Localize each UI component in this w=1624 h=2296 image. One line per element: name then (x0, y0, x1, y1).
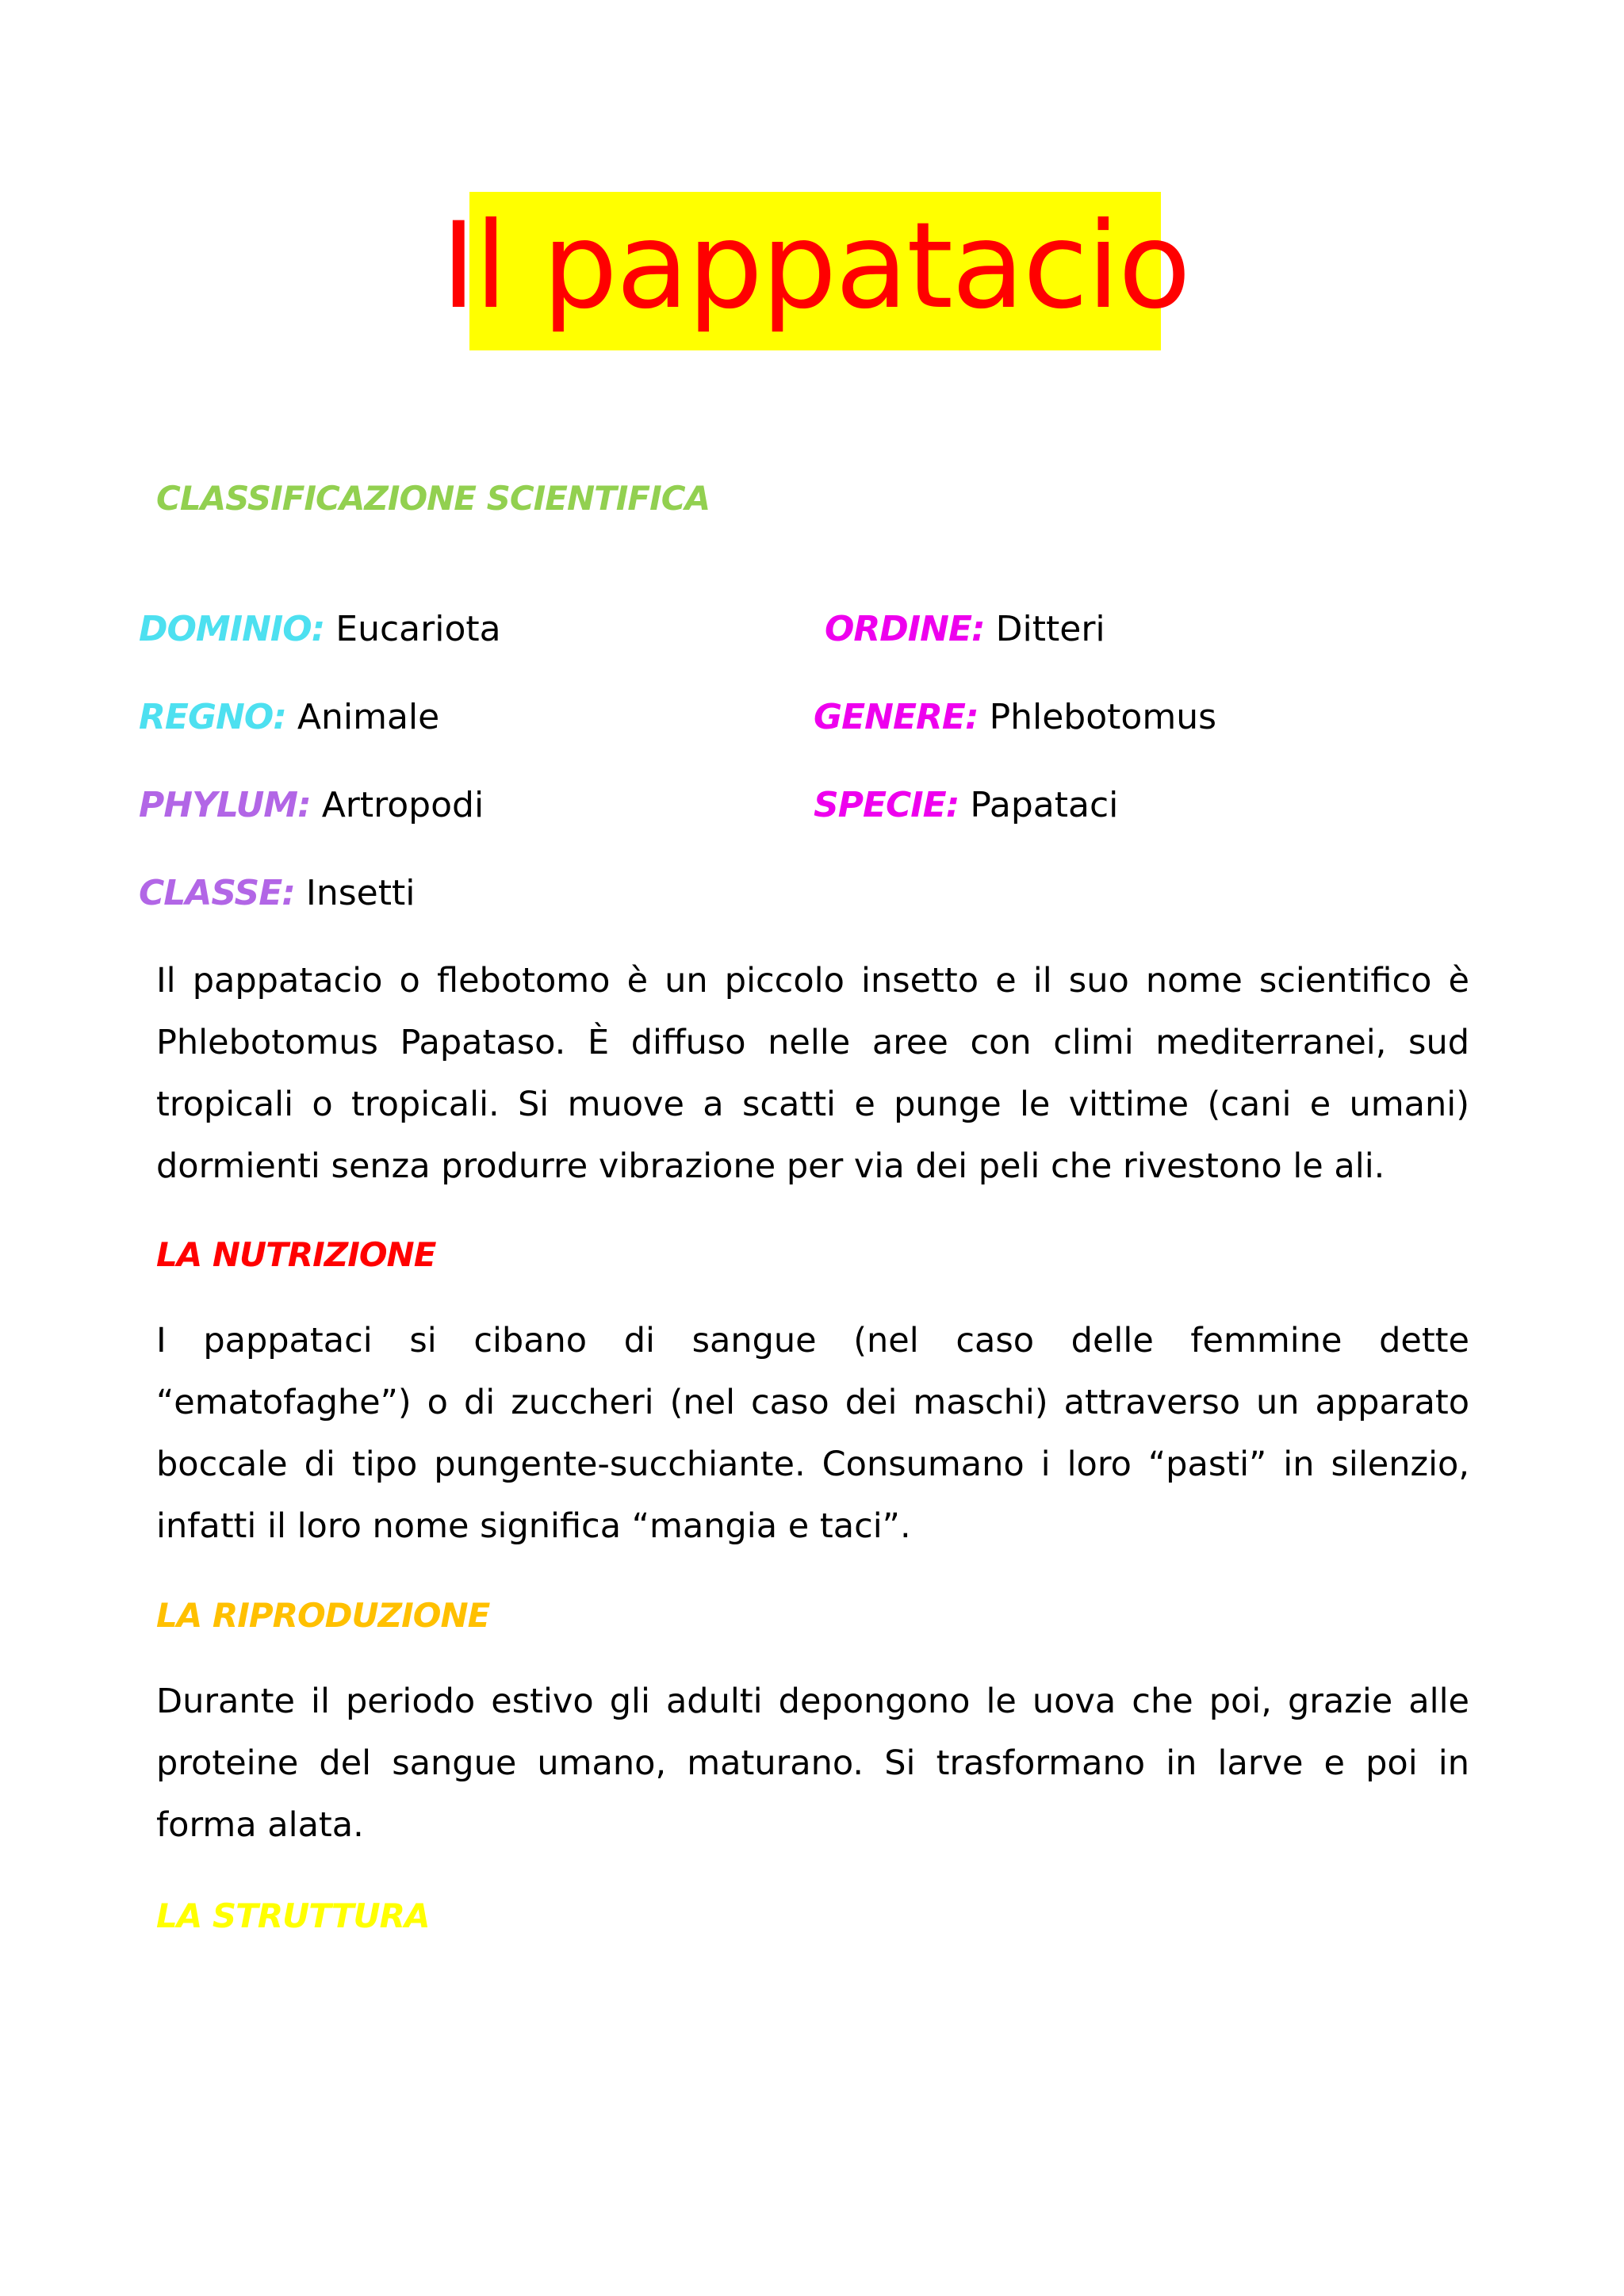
classe-value: Insetti (305, 873, 416, 913)
genere-value: Phlebotomus (989, 697, 1217, 737)
specie-value: Papataci (970, 785, 1119, 825)
specie-key: SPECIE: (814, 785, 959, 825)
classification-row-phylum (139, 785, 485, 825)
dominio-value: Eucariota (335, 609, 501, 649)
ordine-key: ORDINE: (825, 609, 985, 649)
genere-key: GENERE: (814, 697, 979, 737)
classification-row-classe (139, 873, 416, 913)
reproduction-heading: LA RIPRODUZIONE (156, 1596, 490, 1635)
nutrition-paragraph: I pappataci si cibano di sangue (nel caso delle femmine dette “ematofaghe”) o di zuccheri (nel caso dei maschi) attraverso un apparato boccale di tipo pungente-succhiante. Consumano i loro “pasti” in silenzio, infatti il loro nome significa “mangia e taci”. (156, 1321, 1469, 1546)
phylum-value: Artropodi (321, 785, 485, 825)
title-highlight (441, 192, 1189, 350)
regno-key: REGNO: (139, 697, 286, 737)
ordine-value: Ditteri (995, 609, 1105, 649)
classification-row-dominio (139, 609, 501, 649)
dominio-key: DOMINIO: (139, 609, 325, 649)
regno-value: Animale (297, 697, 440, 737)
nutrition-heading: LA NUTRIZIONE (156, 1235, 436, 1274)
intro-paragraph: Il pappatacio o flebotomo è un piccolo insetto e il suo nome scientifico è Phlebotomus Papataso. È diffuso nelle aree con climi mediterranei, sud tropicali o tropicali. Si muove a scatti e punge le vittime (cani e umani) dormienti senza produrre vibrazione per via dei peli che rivestono le ali. (156, 961, 1469, 1186)
structure-heading: LA STRUTTURA (156, 1896, 430, 1935)
page-title: Il pappatacio (441, 197, 1189, 335)
classification-row-ordine (825, 609, 1105, 649)
classe-key: CLASSE: (139, 873, 295, 913)
classification-row-genere (814, 697, 1217, 737)
reproduction-paragraph: Durante il periodo estivo gli adulti depongono le uova che poi, grazie alle proteine del sangue umano, maturano. Si trasformano in larve e poi in forma alata. (156, 1682, 1469, 1845)
classification-row-specie (814, 785, 1119, 825)
classification-row-regno (139, 697, 440, 737)
phylum-key: PHYLUM: (139, 785, 311, 825)
classification-heading: CLASSIFICAZIONE SCIENTIFICA (156, 479, 710, 518)
